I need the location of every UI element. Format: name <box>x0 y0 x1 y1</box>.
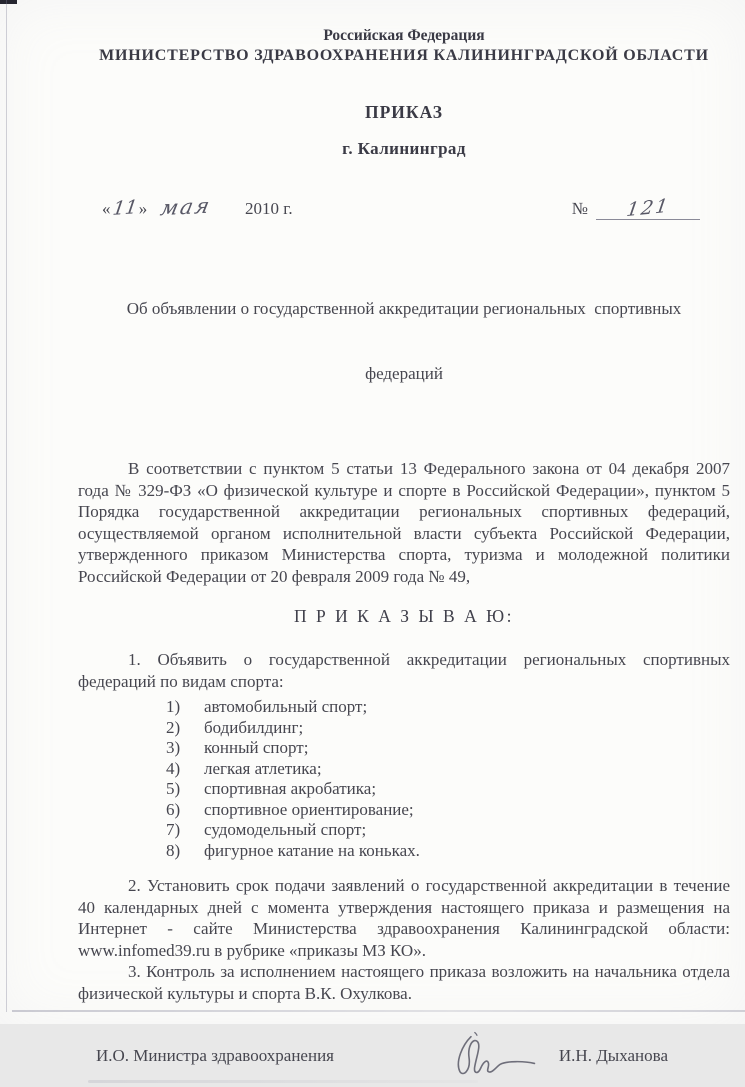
order-number-group <box>571 194 700 222</box>
city-line: г. Калининград <box>342 139 466 158</box>
list-item-number: 1) <box>166 697 181 716</box>
signer-name: И.Н. Дыханова <box>558 1046 668 1065</box>
number-sign: № <box>571 199 588 218</box>
order-keyword: П Р И К А З Ы В А Ю: <box>294 606 514 626</box>
handwritten-day: 11 <box>110 196 139 220</box>
order-subject <box>78 255 730 427</box>
order-subject-line1: Об объявлении о государственной аккредитации региональных спортивных <box>126 299 682 318</box>
list-item <box>78 759 730 780</box>
open-quote: « <box>102 199 111 218</box>
signature-scribble <box>429 1025 542 1087</box>
sports-list <box>78 697 730 861</box>
list-item <box>78 841 730 862</box>
list-item-number: 8) <box>166 840 181 860</box>
list-item-number: 3) <box>166 738 181 757</box>
item1-intro-paragraph: 1. Объявить о государственной аккредитации региональных спортивных федераций по видам спорта: <box>78 650 730 691</box>
signature-row <box>78 1046 730 1066</box>
list-item-number: 6) <box>166 799 181 819</box>
order-subject-line2: федераций <box>365 363 443 383</box>
list-item-label: бодибилдинг; <box>204 717 304 737</box>
scan-smudge-artifact <box>88 1080 478 1083</box>
list-item-label: спортивное ориентирование; <box>204 799 414 819</box>
handwritten-order-number: 121 <box>624 194 672 222</box>
list-item <box>78 800 730 821</box>
year-label: 2010 г. <box>245 199 293 218</box>
list-item <box>78 779 730 800</box>
close-quote: » <box>138 199 148 218</box>
country-heading: Российская Федерация <box>323 27 485 44</box>
list-item-number: 7) <box>166 820 181 839</box>
list-item <box>78 718 730 739</box>
date-group <box>102 195 293 219</box>
handwritten-month: мая <box>158 193 214 221</box>
number-underline <box>596 194 700 222</box>
list-item-number: 5) <box>166 779 181 798</box>
list-item <box>78 738 730 759</box>
list-item-label: спортивная акробатика; <box>204 779 377 798</box>
ministry-heading: МИНИСТЕРСТВО ЗДРАВООХРАНЕНИЯ КАЛИНИНГРАДСКОЙ ОБЛАСТИ <box>99 47 709 64</box>
item3-paragraph: 3. Контроль за исполнением настоящего приказа возложить на начальника отдела физической культуры и спорта В.К. Охулкова. <box>78 962 730 1003</box>
list-item-label: судомодельный спорт; <box>204 820 367 839</box>
list-item-number: 2) <box>166 717 181 737</box>
preamble-paragraph: В соответствии с пунктом 5 статьи 13 Федерального закона от 04 декабря 2007 года № 329-ФЗ «О физической культуре и спорте в Российской Федерации», пунктом 5 Порядка государственной аккредитации региональных спортивных федераций, осуществляемой органом исполнительной власти субъекта Российской Федерации, утвержденного приказом Министерства спорта, туризма и молодежной политики Российской Федерации от 20 февраля 2009 года № 49, <box>78 459 730 586</box>
item2-paragraph: 2. Установить срок подачи заявлений о государственной аккредитации в течение 40 календарных дней с момента утверждения настоящего приказа и размещения на Интернет - сайте Министерства здравоохранения Калининградской области: www.infomed39.ru в рубрике «приказы МЗ КО». <box>78 876 730 960</box>
list-item-label: конный спорт; <box>204 738 309 757</box>
list-item <box>78 820 730 841</box>
list-item-number: 4) <box>166 758 181 778</box>
signer-position-title: И.О. Министра здравоохранения <box>96 1046 334 1065</box>
date-and-number-row <box>78 195 730 225</box>
list-item-label: легкая атлетика; <box>204 758 322 778</box>
list-item <box>78 697 730 718</box>
list-item-label: фигурное катание на коньках. <box>204 840 420 860</box>
document-type-title: ПРИКАЗ <box>364 102 444 122</box>
list-item-label: автомобильный спорт; <box>204 697 368 716</box>
